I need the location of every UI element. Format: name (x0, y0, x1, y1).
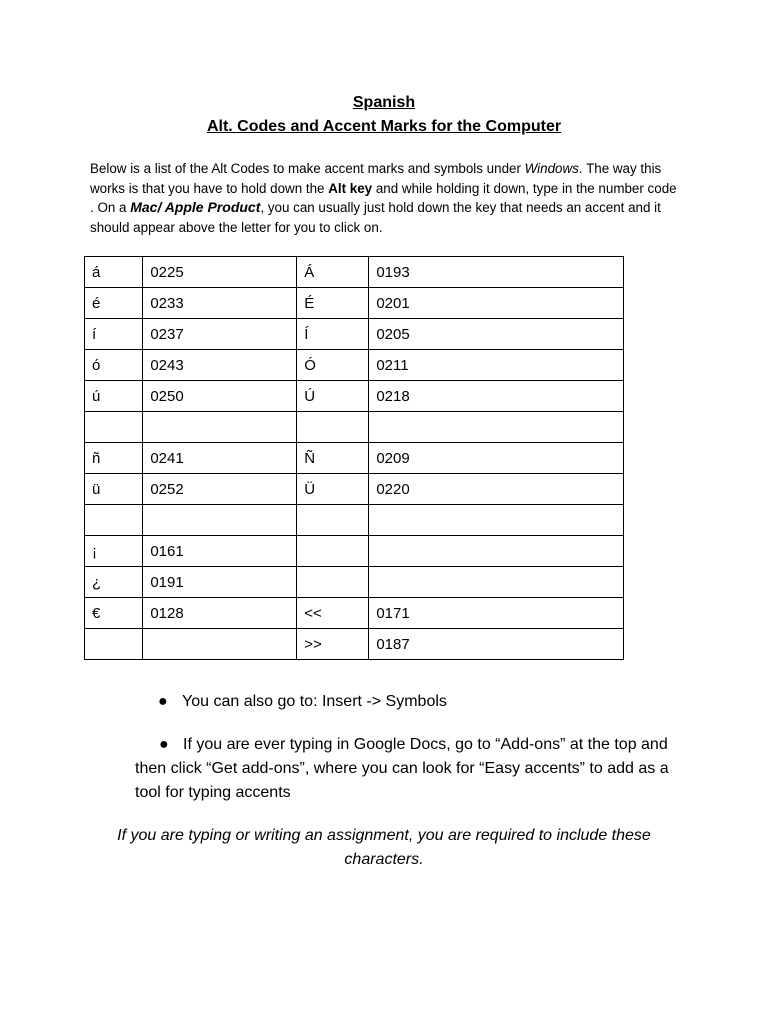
code-cell: 0161 (143, 536, 297, 567)
code-cell: 0252 (143, 474, 297, 505)
code-cell: 0243 (143, 350, 297, 381)
table-row (85, 350, 624, 381)
bullet-item-symbols (158, 690, 447, 714)
character-cell: Ñ (297, 443, 369, 474)
bullet-text: If you are ever typing in Google Docs, go to “Add-ons” at the top and then click “Get add-ons”, where you can look for “Easy accents” to add as a tool for typing accents (135, 736, 669, 801)
code-cell: 0191 (143, 567, 297, 598)
table-row (85, 412, 624, 443)
table-row (85, 474, 624, 505)
table-row (85, 567, 624, 598)
character-cell (85, 505, 143, 536)
intro-paragraph (90, 159, 680, 237)
character-cell (85, 412, 143, 443)
table-row (85, 288, 624, 319)
code-cell (143, 629, 297, 660)
code-cell: 0225 (143, 257, 297, 288)
code-cell (369, 567, 624, 598)
code-cell: 0205 (369, 319, 624, 350)
code-cell: 0187 (369, 629, 624, 660)
character-cell: ñ (85, 443, 143, 474)
code-cell (369, 536, 624, 567)
page-subtitle: Alt. Codes and Accent Marks for the Computer (206, 118, 562, 135)
code-cell: 0201 (369, 288, 624, 319)
table-row (85, 319, 624, 350)
code-cell (143, 505, 297, 536)
character-cell: << (297, 598, 369, 629)
intro-mac: Mac/ Apple Product (130, 199, 261, 216)
bullet-item-google-docs (135, 733, 675, 805)
code-cell: 0250 (143, 381, 297, 412)
code-cell: 0193 (369, 257, 624, 288)
code-cell (143, 412, 297, 443)
bullet-dot-icon: ● (158, 693, 168, 710)
table-row (85, 505, 624, 536)
intro-text-3: and while holding it down, type in the number code . On a (90, 180, 677, 216)
character-cell: Ú (297, 381, 369, 412)
code-cell (369, 505, 624, 536)
code-cell: 0233 (143, 288, 297, 319)
code-cell: 0171 (369, 598, 624, 629)
character-cell: Ó (297, 350, 369, 381)
code-cell: 0241 (143, 443, 297, 474)
intro-windows: Windows (524, 161, 579, 176)
character-cell: Í (297, 319, 369, 350)
page-title: Spanish (352, 94, 416, 111)
table-row (85, 381, 624, 412)
character-cell: Ü (297, 474, 369, 505)
intro-alt-key: Alt key (328, 180, 373, 196)
character-cell (297, 536, 369, 567)
character-cell (297, 412, 369, 443)
character-cell: ¡ (85, 536, 143, 567)
character-cell: >> (297, 629, 369, 660)
code-cell: 0211 (369, 350, 624, 381)
character-cell: € (85, 598, 143, 629)
character-cell: É (297, 288, 369, 319)
character-cell: á (85, 257, 143, 288)
code-cell: 0128 (143, 598, 297, 629)
intro-text-1: Below is a list of the Alt Codes to make accent marks and symbols under (90, 161, 525, 176)
character-cell: ¿ (85, 567, 143, 598)
code-cell: 0209 (369, 443, 624, 474)
table-row (85, 598, 624, 629)
alt-codes-table (84, 256, 624, 660)
character-cell (297, 505, 369, 536)
table-row (85, 629, 624, 660)
character-cell (85, 629, 143, 660)
character-cell: ü (85, 474, 143, 505)
table-row (85, 257, 624, 288)
character-cell: Á (297, 257, 369, 288)
bullet-dot-icon: ● (159, 736, 169, 753)
code-cell (369, 412, 624, 443)
table-row (85, 443, 624, 474)
code-cell: 0220 (369, 474, 624, 505)
character-cell: í (85, 319, 143, 350)
closing-note: If you are typing or writing an assignment, you are required to include these characters. (117, 827, 651, 868)
code-cell: 0237 (143, 319, 297, 350)
character-cell: ó (85, 350, 143, 381)
code-cell: 0218 (369, 381, 624, 412)
bullet-text: You can also go to: Insert -> Symbols (182, 693, 447, 710)
character-cell (297, 567, 369, 598)
intro-text-4: , you can usually just hold down the key that needs an accent and it should appear above the letter for you to click on. (90, 200, 661, 235)
character-cell: ú (85, 381, 143, 412)
table-row (85, 536, 624, 567)
intro-text-2: . The way this works is that you have to hold down the (90, 161, 662, 196)
character-cell: é (85, 288, 143, 319)
